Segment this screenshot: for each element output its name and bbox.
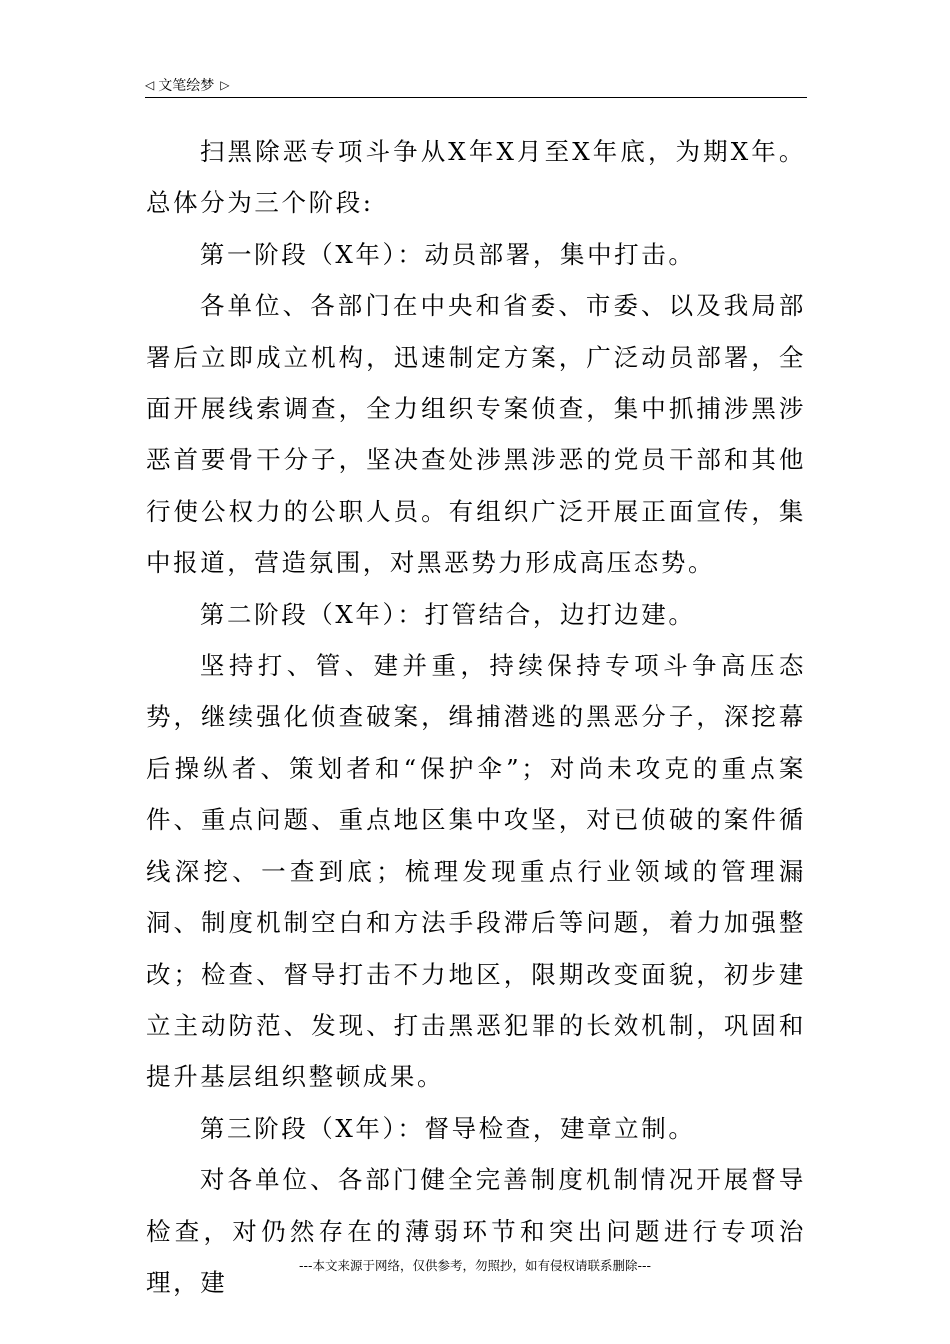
paragraph-stage-three-heading: 第三阶段（X年）：督导检查，建章立制。 — [199, 1113, 696, 1143]
paragraph-stage-one-body: 各单位、各部门在中央和省委、市委、以及我局部署后立即成立机构，迅速制定方案，广泛动员部署，全面开展线索调查，全力组织专案侦查，集中抓捕涉黑涉恶首要骨干分子，坚决查处涉黑涉恶的党员干部和其他行使公权力的公职人员。有组织广泛开展正面宣传，集中报道，营造氛围，对黑恶势力形成高压态势。 — [146, 291, 806, 578]
header-brand-text: 文笔绘梦 — [158, 78, 215, 94]
paragraph-stage-two-body: 坚持打、管、建并重，持续保持专项斗争高压态势，继续强化侦查破案，缉捕潜逃的黑恶分子，深挖幕后操纵者、策划者和“保护伞”；对尚未攻克的重点案件、重点问题、重点地区集中攻坚，对已侦破的案件循线深挖、一查到底；梳理发现重点行业领域的管理漏洞、制度机制空白和方法手段滞后等问题，着力加强整改；检查、督导打击不力地区，限期改变面貌，初步建立主动防范、发现、打击黑恶犯罪的长效机制，巩固和提升基层组织整顿成果。 — [146, 651, 806, 1092]
left-triangle-icon: ◁ — [145, 78, 155, 92]
page-header — [145, 72, 807, 98]
footer-notice: ---本文来源于网络，仅供参考，勿照抄，如有侵权请联系删除--- — [298, 1258, 652, 1273]
document-body — [146, 126, 806, 1308]
paragraph-stage-two-heading: 第二阶段（X年）：打管结合，边打边建。 — [199, 599, 696, 629]
header-divider — [145, 97, 807, 98]
paragraph-stage-one-heading: 第一阶段（X年）：动员部署，集中打击。 — [199, 239, 696, 269]
paragraph-intro: 扫黑除恶专项斗争从X年X月至X年底，为期X年。总体分为三个阶段: — [146, 137, 806, 218]
right-triangle-icon: ▷ — [220, 78, 230, 92]
paragraph-stage-three-body: 对各单位、各部门健全完善制度机制情况开展督导检查，对仍然存在的薄弱环节和突出问题进行专项治理，建 — [146, 1165, 806, 1297]
